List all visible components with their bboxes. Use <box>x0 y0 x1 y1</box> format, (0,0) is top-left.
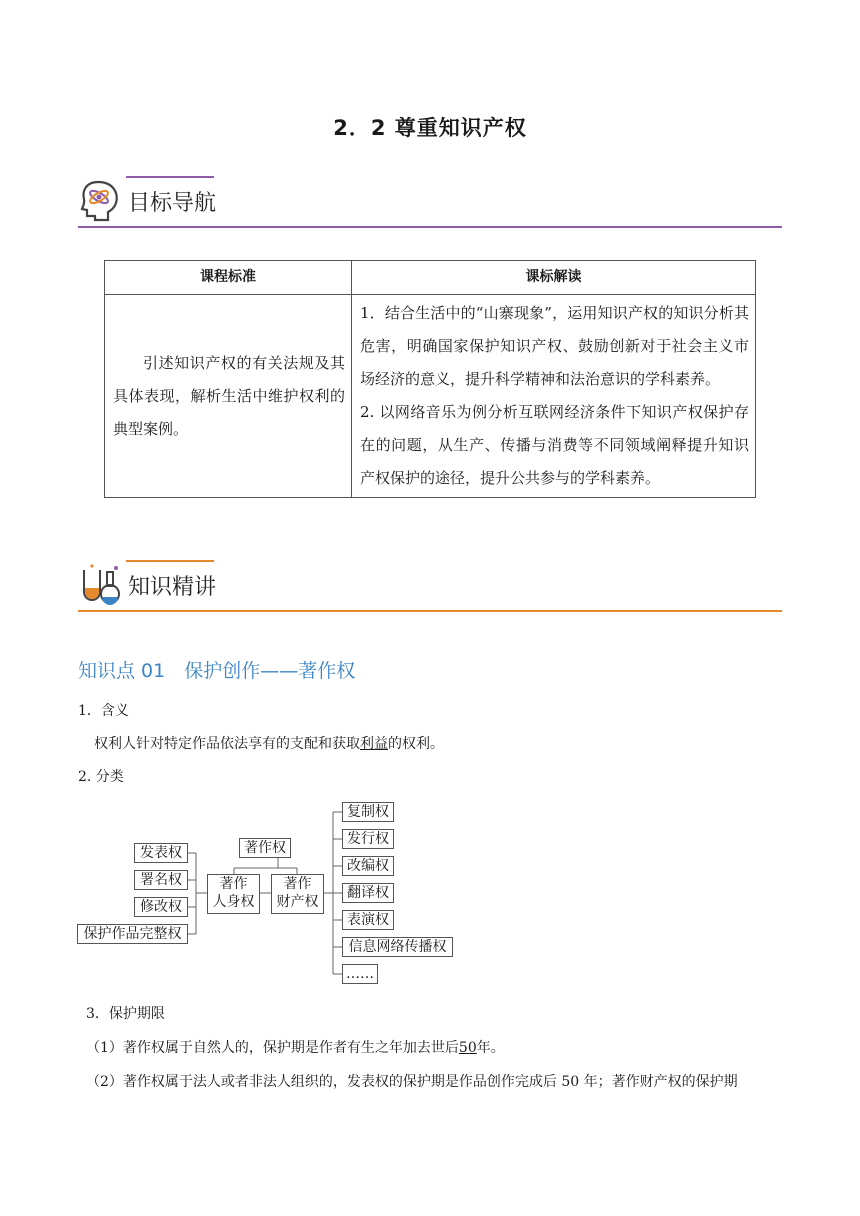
node-property-item: 表演权 <box>342 910 394 930</box>
knowledge-point-title: 知识点 01 保护创作——著作权 <box>78 660 356 682</box>
node-property-item: 信息网络传播权 <box>342 937 453 957</box>
section-divider <box>78 226 782 228</box>
protection-underlined: 50 <box>458 1040 477 1056</box>
node-property-item: 改编权 <box>342 856 394 876</box>
meaning-text-part: 的权利。 <box>388 736 444 752</box>
flask-icon <box>78 562 122 606</box>
node-property-item: …… <box>342 964 378 984</box>
header-accent-line <box>126 560 214 562</box>
protection-item: （2）著作权属于法人或者非法人组织的，发表权的保护期是作品创作完成后 50 年；著作财产权的保护期 <box>86 1074 738 1090</box>
curriculum-table <box>104 260 756 498</box>
header-accent-line <box>126 176 214 178</box>
brain-atom-icon <box>78 178 122 222</box>
protection-text-part: （1）著作权属于自然人的，保护期是作者有生之年加去世后 <box>86 1040 459 1056</box>
node-property-item: 发行权 <box>342 829 394 849</box>
node-personal-item: 发表权 <box>134 843 188 863</box>
interpretation-item: 2. 以网络音乐为例分析互联网经济条件下知识产权保护存在的问题，从生产、传播与消费等不同领域阐释提升知识产权保护的途径，提升公共参与的学科素养。 <box>360 403 749 487</box>
section-label: 目标导航 <box>128 191 217 216</box>
node-personal-item: 保护作品完整权 <box>77 924 188 944</box>
node-property-item: 翻译权 <box>342 883 394 903</box>
table-header-row <box>105 261 756 295</box>
protection-heading: 3．保护期限 <box>86 1006 165 1022</box>
node-property-rights: 著作 财产权 <box>271 874 324 914</box>
node-personal-item: 署名权 <box>134 870 188 890</box>
node-personal-item: 修改权 <box>134 897 188 917</box>
node-property-item: 复制权 <box>342 802 394 822</box>
section-divider <box>78 610 782 612</box>
meaning-text-part: 权利人针对特定作品依法享有的支配和获取 <box>94 736 360 752</box>
page-title: 2．2 尊重知识产权 <box>333 116 527 140</box>
meaning-underlined: 利益 <box>360 736 388 752</box>
section-header-knowledge <box>78 560 782 612</box>
interpretation-item: 1．结合生活中的“山寨现象”，运用知识产权的知识分析其危害，明确国家保护知识产权、鼓励创新对于社会主义市场经济的意义，提升科学精神和法治意识的学科素养。 <box>360 304 749 388</box>
node-personal-rights: 著作 人身权 <box>207 874 260 914</box>
section-header-goals <box>78 176 782 228</box>
meaning-heading: 1．含义 <box>78 703 129 719</box>
section-label: 知识精讲 <box>128 575 217 600</box>
meaning-text <box>94 733 444 753</box>
classification-heading: 2. 分类 <box>78 769 124 785</box>
standard-text: 引述知识产权的有关法规及其具体表现，解析生活中维护权利的典型案例。 <box>113 353 345 438</box>
table-header-cell: 课标解读 <box>352 261 756 295</box>
table-row <box>105 295 756 498</box>
protection-item <box>86 1037 505 1057</box>
table-cell-standard <box>105 295 352 498</box>
protection-text-part: 年。 <box>476 1040 505 1056</box>
table-cell-interpretation <box>352 295 756 498</box>
node-copyright: 著作权 <box>239 838 291 858</box>
table-header-cell: 课程标准 <box>105 261 352 295</box>
